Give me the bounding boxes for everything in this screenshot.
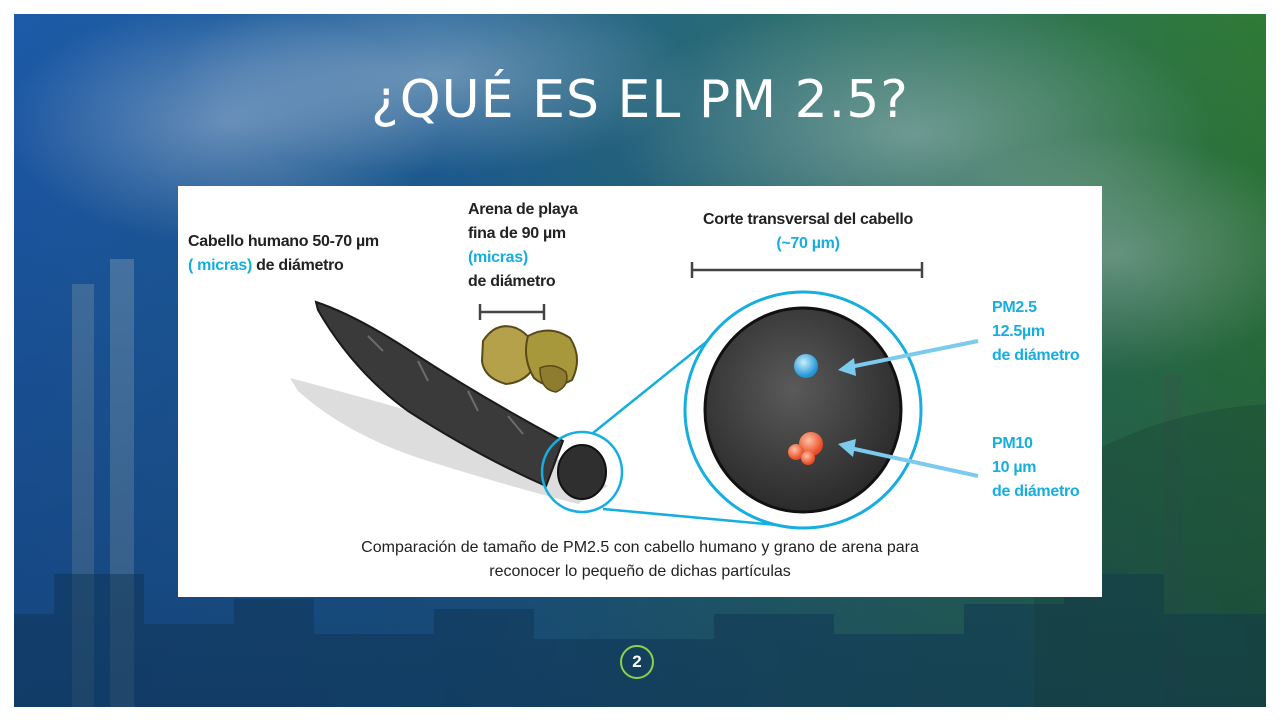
cross-size: (~70 µm) — [776, 235, 840, 252]
hair-label-line2 — [188, 254, 379, 278]
hair-micras: ( micras) — [188, 257, 252, 274]
hair-diameter: de diámetro — [252, 257, 344, 274]
pm25-size: 12.5µm — [992, 323, 1045, 340]
sand-line2: fina de 90 µm — [468, 225, 566, 242]
hair-label-line1: Cabello humano 50-70 µm — [188, 233, 379, 250]
pm10-desc: de diámetro — [992, 483, 1080, 500]
sand-line1: Arena de playa — [468, 201, 578, 218]
cross-section-label — [678, 208, 938, 256]
figure-caption — [178, 536, 1102, 584]
caption-line2: reconocer lo pequeño de dichas partículas — [489, 563, 791, 580]
caption-line1: Comparación de tamaño de PM2.5 con cabello humano y grano de arena para — [361, 539, 919, 556]
page-number-badge: 2 — [620, 645, 654, 679]
pm25-particle — [794, 354, 818, 378]
sand-micras: (micras) — [468, 249, 528, 266]
sand-label — [468, 198, 578, 294]
pm25-name: PM2.5 — [992, 299, 1037, 316]
pm10-size: 10 µm — [992, 459, 1037, 476]
pm10-name: PM10 — [992, 435, 1033, 452]
cross-section — [705, 308, 901, 512]
pm25-desc: de diámetro — [992, 347, 1080, 364]
slide — [14, 14, 1266, 707]
pm10-label — [992, 432, 1079, 504]
pm25-label — [992, 296, 1079, 368]
pm10-particle — [801, 451, 815, 465]
hair-end — [558, 445, 606, 499]
size-comparison-figure — [178, 186, 1102, 597]
sand-line4: de diámetro — [468, 273, 556, 290]
cross-title: Corte transversal del cabello — [702, 211, 914, 228]
slide-title: ¿QUÉ ES EL PM 2.5? — [371, 70, 909, 130]
sand-grain — [540, 366, 567, 392]
hair-label — [188, 230, 379, 278]
